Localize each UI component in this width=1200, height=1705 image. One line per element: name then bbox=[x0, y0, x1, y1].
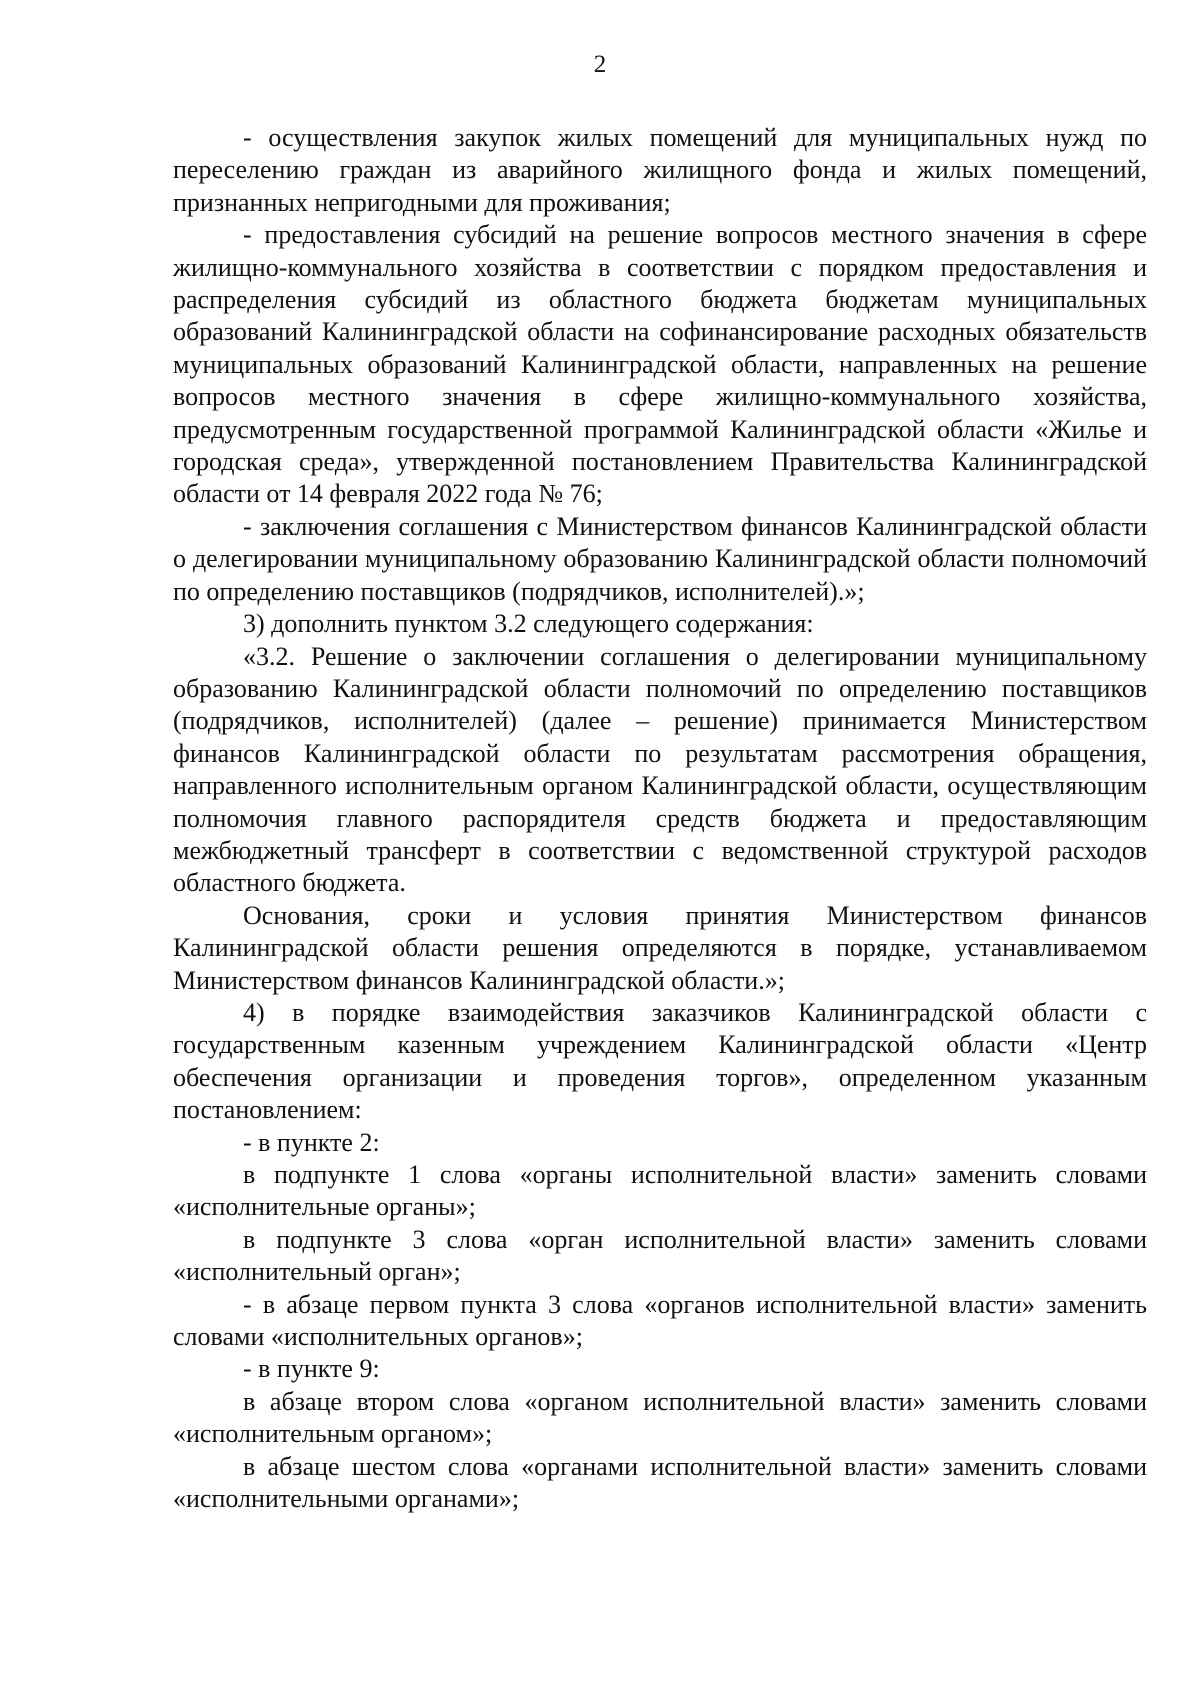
paragraph-item-4: 4) в порядке взаимодействия заказчиков Калининградской области с государственным казенным учреждением Калининградской области «Центр обеспечения организации и проведения торгов», определенном указанным постановлением: bbox=[173, 997, 1147, 1125]
document-body bbox=[173, 122, 1147, 1515]
paragraph-in-point-9: - в пункте 9: bbox=[243, 1354, 380, 1384]
paragraph-item-add-clause-3-2: 3) дополнить пунктом 3.2 следующего содержания: bbox=[243, 609, 814, 639]
paragraph-second-abstract: в абзаце втором слова «органом исполнительной власти» заменить словами «исполнительным органом»; bbox=[173, 1386, 1147, 1449]
paragraph-point-3-first-abstract: - в абзаце первом пункта 3 слова «органов исполнительной власти» заменить словами «исполнительных органов»; bbox=[173, 1289, 1147, 1352]
paragraph-grounds: Основания, сроки и условия принятия Министерством финансов Калининградской области решения определяются в порядке, устанавливаемом Министерством финансов Калининградской области.»; bbox=[173, 900, 1147, 995]
paragraph-item-subsidies: - предоставления субсидий на решение вопросов местного значения в сфере жилищно-коммунального хозяйства в соответствии с порядком предоставления и распределения субсидий из областного бюджета бюджетам муниципальных образований Калининградской области на софинансирование расходных обязательств муниципальных образований Калининградской области, направленных на решение вопросов местного значения в сфере жилищно-коммунального хозяйства, предусмотренным государственной программой Калининградской области «Жилье и городская среда», утвержденной постановлением Правительства Калининградской области от 14 февраля 2022 года № 76; bbox=[173, 220, 1147, 509]
paragraph-item-delegation-agreement: - заключения соглашения с Министерством финансов Калининградской области о делегировании муниципальному образованию Калининградской области полномочий по определению поставщиков (подрядчиков, исполнителей).»; bbox=[173, 511, 1147, 606]
paragraph-sixth-abstract: в абзаце шестом слова «органами исполнительной власти» заменить словами «исполнительными органами»; bbox=[173, 1451, 1147, 1514]
paragraph-subpoint-1: в подпункте 1 слова «органы исполнительной власти» заменить словами «исполнительные органы»; bbox=[173, 1160, 1147, 1222]
page-number: 2 bbox=[593, 51, 607, 78]
paragraph-clause-3-2: «3.2. Решение о заключении соглашения о делегировании муниципальному образованию Калининградской области полномочий по определению поставщиков (подрядчиков, исполнителей) (далее – решение) принимается Министерством финансов Калининградской области по результатам рассмотрения обращения, направленного исполнительным органом Калининградской области, осуществляющим полномочия главного распорядителя средств бюджета и предоставляющим межбюджетный трансферт в соответствии с ведомственной структурой расходов областного бюджета. bbox=[173, 641, 1147, 898]
paragraph-in-point-2: - в пункте 2: bbox=[243, 1127, 380, 1157]
paragraph-subpoint-3: в подпункте 3 слова «орган исполнительной власти» заменить словами «исполнительный орган»; bbox=[173, 1224, 1147, 1287]
paragraph-item-housing-purchases: - осуществления закупок жилых помещений для муниципальных нужд по переселению граждан из аварийного жилищного фонда и жилых помещений, признанных непригодными для проживания; bbox=[173, 123, 1147, 217]
